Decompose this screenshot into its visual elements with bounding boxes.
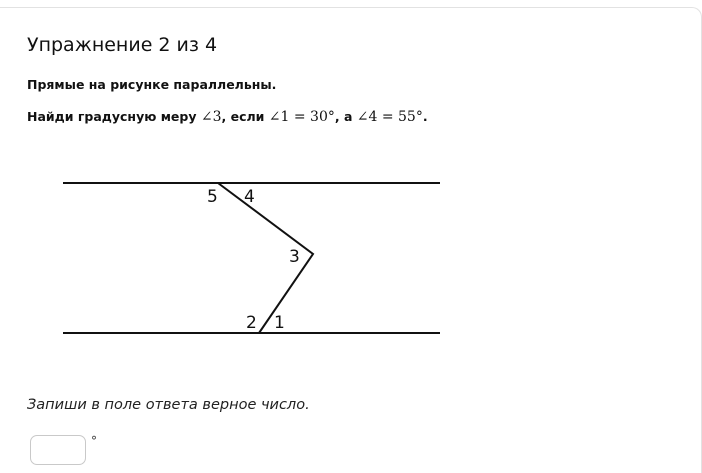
exercise-title: Упражнение 2 из 4 — [27, 34, 218, 56]
given-angle-4: ∠4 = 55° — [356, 109, 423, 125]
target-angle: ∠3 — [200, 109, 222, 125]
answer-instruction: Запиши в поле ответа верное число. — [27, 397, 310, 413]
angle-label-4: 4 — [244, 187, 255, 207]
task-statement: Прямые на рисунке параллельны. — [27, 77, 277, 92]
angle-label-5: 5 — [207, 187, 218, 207]
angle-label-2: 2 — [246, 313, 257, 333]
angle-label-3: 3 — [289, 247, 300, 267]
question-prefix: Найди градусную меру — [27, 109, 201, 124]
answer-input[interactable] — [30, 435, 86, 465]
question-end: . — [422, 109, 428, 124]
question-and: , а — [334, 109, 357, 124]
given-angle-1: ∠1 = 30° — [268, 109, 335, 125]
question-middle: , если — [221, 109, 269, 124]
angle-label-1: 1 — [274, 313, 285, 333]
degree-unit: ° — [91, 434, 97, 448]
